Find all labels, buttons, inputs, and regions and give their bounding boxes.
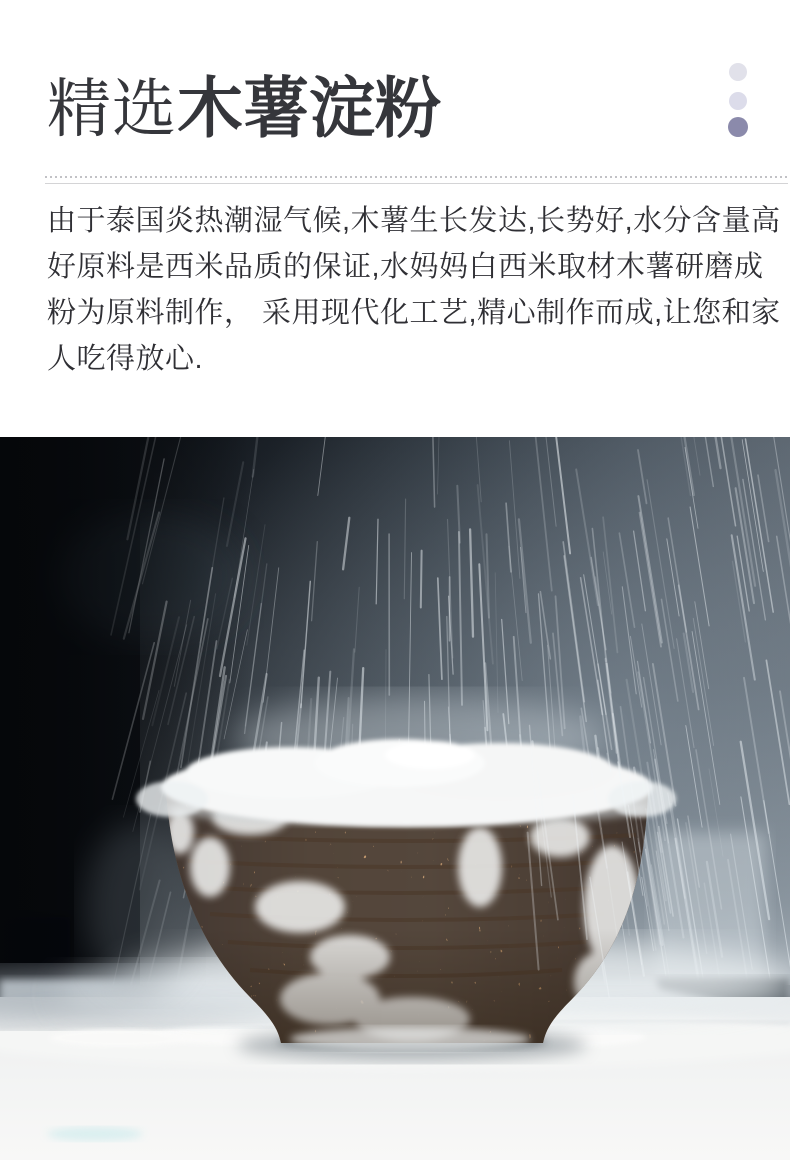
section-divider [45, 176, 788, 184]
section-title-bold: 木薯淀粉 [177, 71, 441, 145]
divider-dotted-line [45, 176, 788, 178]
description-line: 由于泰国炎热潮湿气候,木薯生长发达,长势好,水分含量高 [47, 205, 781, 237]
product-photo [0, 437, 790, 1160]
section-title-light: 精选 [47, 73, 177, 145]
divider-solid-line [45, 183, 788, 184]
accent-dot-2 [729, 92, 747, 110]
description-line: 好原料是西米品质的保证,水妈妈白西米取材木薯研磨成 [47, 251, 764, 283]
accent-dot-3 [728, 117, 748, 137]
description-line: 人吃得放心. [47, 343, 204, 375]
product-description [47, 198, 781, 382]
section-title [47, 72, 441, 145]
product-photo-canvas [0, 437, 790, 1160]
accent-dot-1 [729, 63, 747, 81]
description-line: 粉为原料制作， 采用现代化工艺,精心制作而成,让您和家 [47, 297, 781, 329]
